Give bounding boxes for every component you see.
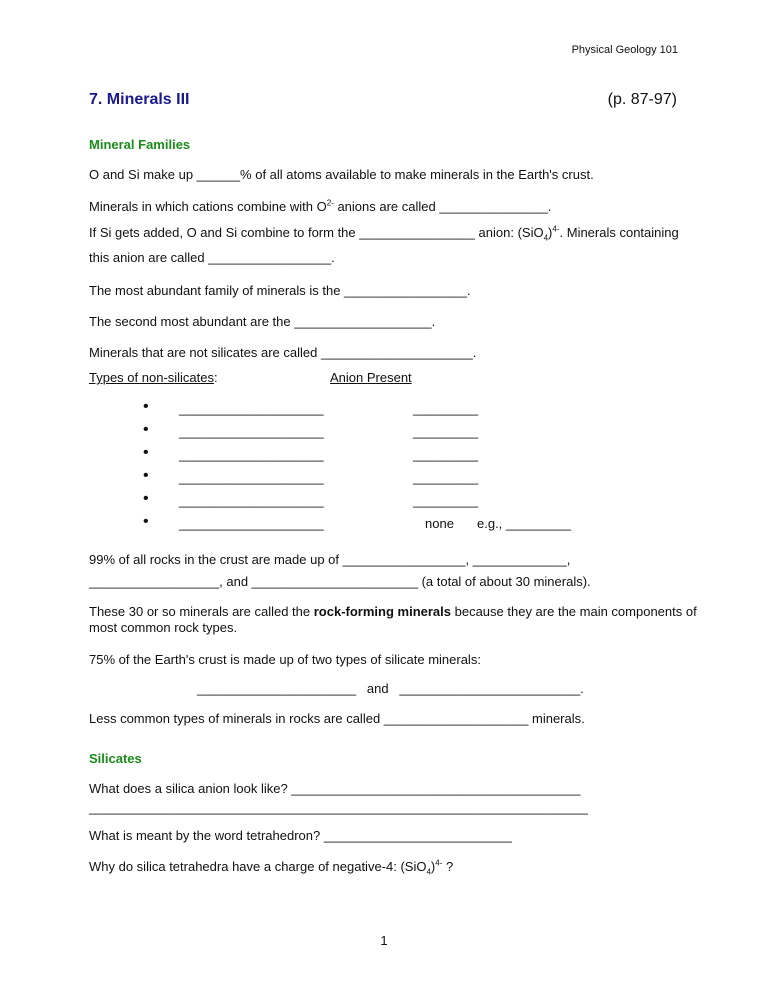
rock-forming-paragraph-line2: most common rock types. xyxy=(89,620,238,635)
anion-blank-3: _________ xyxy=(413,447,479,462)
type-blank-2: ____________________ xyxy=(179,424,324,439)
q13-text: Why do silica tetrahedra have a charge of negative-4: (SiO xyxy=(89,859,427,874)
anion-blank-1: _________ xyxy=(413,401,479,416)
section-heading-silicates: Silicates xyxy=(89,751,142,766)
q13-superscript: 4- xyxy=(435,858,443,868)
question-second-abundant: The second most abundant are the ___________________. xyxy=(89,314,436,329)
question-crust-75-blanks: ______________________ and _________________________. xyxy=(197,681,584,696)
question-most-abundant: The most abundant family of minerals is the _________________. xyxy=(89,283,471,298)
running-header: Physical Geology 101 xyxy=(571,44,678,56)
types-header-label: Types of non-silicates xyxy=(89,370,215,385)
question-silica-anion-line1: What does a silica anion look like? ________________________________________ xyxy=(89,781,581,796)
question-crust-75: 75% of the Earth's crust is made up of two types of silicate minerals: xyxy=(89,652,481,667)
question-tetrahedron: What is meant by the word tetrahedron? __________________________ xyxy=(89,828,512,843)
q2-text: Minerals in which cations combine with O xyxy=(89,199,327,214)
q8-text-end: because they are the main components of xyxy=(451,604,697,619)
anion-blank-4: _________ xyxy=(413,470,479,485)
type-blank-4: ____________________ xyxy=(179,470,324,485)
chapter-title: 7. Minerals III xyxy=(89,91,190,108)
type-blank-3: ____________________ xyxy=(179,447,324,462)
q2-superscript: 2- xyxy=(326,198,334,208)
q3-text: If Si gets added, O and Si combine to form the ________________ anion: (SiO xyxy=(89,225,544,240)
type-blank-5: ____________________ xyxy=(179,493,324,508)
bullet-icon: • xyxy=(143,513,149,530)
q3-text-end: . Minerals containing xyxy=(559,225,679,240)
bullet-icon: • xyxy=(143,467,149,484)
page-range: (p. 87-97) xyxy=(607,91,677,108)
anion-example: e.g., _________ xyxy=(477,516,571,531)
q13-subscript: 4 xyxy=(426,867,431,877)
bullet-icon: • xyxy=(143,398,149,415)
question-o-si-percent: O and Si make up ______% of all atoms available to make minerals in the Earth's crust. xyxy=(89,167,594,182)
q13-paren: ) xyxy=(430,859,436,874)
page-number: 1 xyxy=(380,933,388,948)
types-header-colon: : xyxy=(214,370,218,385)
q13-text-end: ? xyxy=(442,859,454,874)
q2-text-end: anions are called _______________. xyxy=(333,199,552,214)
q3-paren: ) xyxy=(548,225,553,240)
bullet-icon: • xyxy=(143,421,149,438)
question-common-minerals-line2: __________________, and _______________________ (a total of about 30 minerals). xyxy=(89,574,591,589)
anion-header: Anion Present xyxy=(330,370,412,385)
type-blank-6: ____________________ xyxy=(179,516,324,531)
question-silicate-anion-line2: this anion are called _________________. xyxy=(89,250,335,265)
q3-superscript: 4- xyxy=(552,224,560,234)
question-silica-anion-line2: _____________________________________________________________________ xyxy=(89,800,588,815)
bullet-icon: • xyxy=(143,444,149,461)
question-oxide-minerals xyxy=(89,199,551,215)
q3-subscript: 4 xyxy=(543,233,549,243)
rock-forming-term: rock-forming minerals xyxy=(313,604,451,619)
question-silicate-anion xyxy=(89,225,679,241)
anion-none: none xyxy=(425,516,454,531)
bullet-icon: • xyxy=(143,490,149,507)
rock-forming-paragraph xyxy=(89,604,697,620)
type-blank-1: ____________________ xyxy=(179,401,324,416)
types-header xyxy=(89,370,218,386)
q8-text: These 30 or so minerals are called the xyxy=(89,604,314,619)
section-heading-mineral-families: Mineral Families xyxy=(89,137,191,152)
anion-blank-5: _________ xyxy=(413,493,479,508)
question-non-silicates: Minerals that are not silicates are called _____________________. xyxy=(89,345,477,360)
question-common-minerals-line1: 99% of all rocks in the crust are made up of _________________, _____________, xyxy=(89,552,571,567)
question-accessory-minerals: Less common types of minerals in rocks are called ____________________ minerals. xyxy=(89,711,585,726)
anion-blank-2: _________ xyxy=(413,424,479,439)
question-tetrahedra-charge xyxy=(89,859,453,875)
